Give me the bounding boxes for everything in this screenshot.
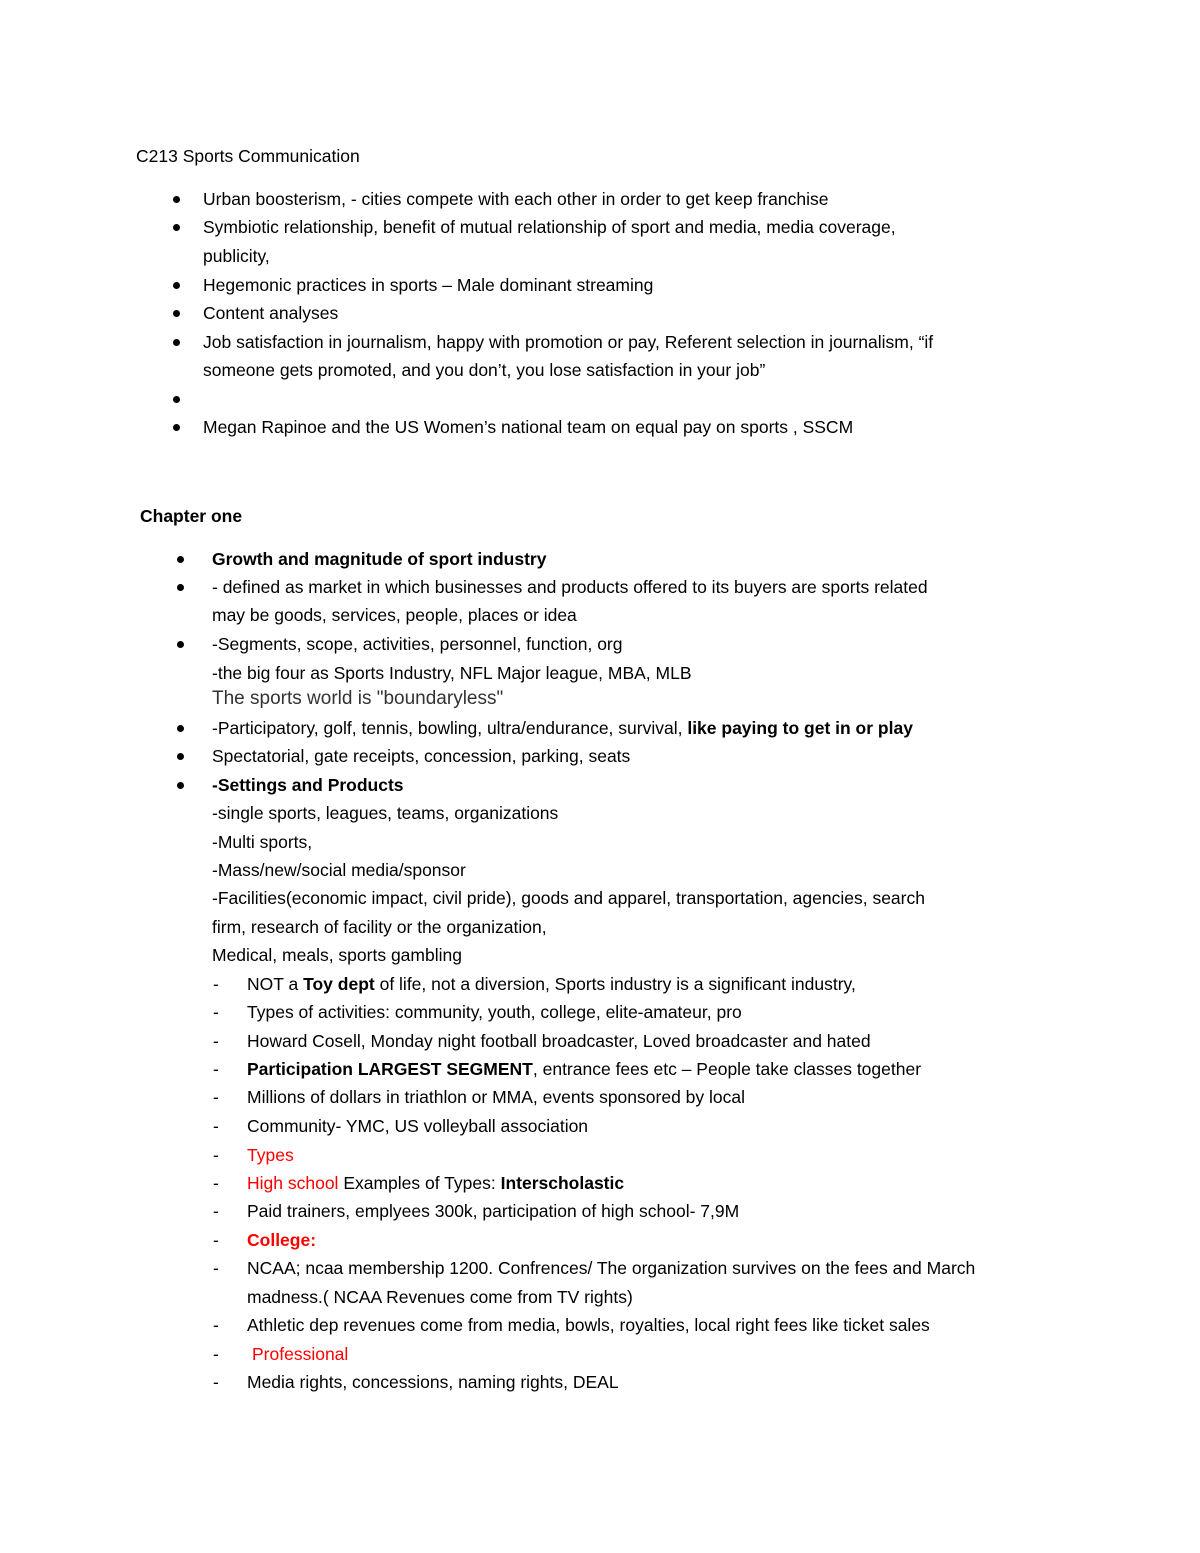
dash-marker: -: [213, 1059, 219, 1079]
high-school-label: High school: [247, 1173, 339, 1193]
dash-marker: -: [213, 1002, 219, 1022]
bullet-icon: [173, 310, 180, 317]
list-item: Megan Rapinoe and the US Women’s national team on equal pay on sports , SSCM: [203, 417, 854, 437]
bullet-icon: [177, 584, 184, 591]
list-item: NCAA; ncaa membership 1200. Confrences/ The organization survives on the fees and March: [247, 1258, 976, 1278]
list-item: Spectatorial, gate receipts, concession, parking, seats: [212, 746, 631, 766]
list-item: Urban boosterism, - cities compete with each other in order to get keep franchise: [203, 189, 829, 209]
list-item: - defined as market in which businesses and products offered to its buyers are sports related: [212, 577, 928, 597]
dash-marker: -: [213, 1173, 219, 1193]
bullet-icon: [173, 224, 180, 231]
high-school-text: Examples of Types:: [338, 1173, 501, 1193]
list-item: Media rights, concessions, naming rights, DEAL: [247, 1372, 619, 1392]
list-item: Content analyses: [203, 303, 339, 323]
list-item: [247, 1058, 921, 1080]
bullet-icon: [177, 556, 184, 563]
dash-marker: -: [213, 1258, 219, 1278]
participatory-emphasis: like paying to get in or play: [687, 718, 913, 738]
list-item-continuation: The sports world is "boundaryless": [212, 688, 504, 709]
dash-marker: -: [213, 1087, 219, 1107]
dash-marker: -: [213, 1315, 219, 1335]
dash-marker: -: [213, 1116, 219, 1136]
toy-emphasis: Toy dept: [303, 974, 375, 994]
list-item: [247, 973, 856, 995]
list-item: -Settings and Products: [212, 775, 404, 795]
list-item-continuation: may be goods, services, people, places or idea: [212, 605, 577, 625]
toy-text-2: of life, not a diversion, Sports industry is a significant industry,: [374, 974, 856, 994]
list-item: Millions of dollars in triathlon or MMA, events sponsored by local: [247, 1087, 745, 1107]
participatory-text: -Participatory, golf, tennis, bowling, ultra/endurance, survival,: [212, 718, 688, 738]
high-school-emphasis: Interscholastic: [500, 1173, 625, 1193]
list-item: Howard Cosell, Monday night football broadcaster, Loved broadcaster and hated: [247, 1031, 871, 1051]
chapter-heading: Chapter one: [140, 506, 243, 526]
toy-text-1: NOT a: [247, 974, 304, 994]
list-item: Growth and magnitude of sport industry: [212, 549, 547, 569]
bullet-icon: [173, 282, 180, 289]
list-item: -Segments, scope, activities, personnel, function, org: [212, 634, 623, 654]
list-item: Athletic dep revenues come from media, bowls, royalties, local right fees like ticket sales: [247, 1315, 930, 1335]
bullet-icon: [173, 196, 180, 203]
list-item: Job satisfaction in journalism, happy with promotion or pay, Referent selection in journalism, “if: [203, 332, 934, 352]
list-item-continuation: firm, research of facility or the organization,: [212, 917, 547, 937]
list-item: Hegemonic practices in sports – Male dominant streaming: [203, 275, 654, 295]
list-item-continuation: -Facilities(economic impact, civil pride), goods and apparel, transportation, agencies, search: [212, 888, 925, 908]
dash-marker: -: [213, 1372, 219, 1392]
dash-marker: -: [213, 1145, 219, 1165]
list-item: Community- YMC, US volleyball association: [247, 1116, 589, 1136]
list-item: Types of activities: community, youth, college, elite-amateur, pro: [247, 1002, 742, 1022]
list-item-continuation: -single sports, leagues, teams, organizations: [212, 803, 559, 823]
bullet-icon: [177, 753, 184, 760]
dash-marker: -: [213, 1201, 219, 1221]
participation-text: , entrance fees etc – People take classes together: [532, 1059, 922, 1079]
list-item-continuation: madness.( NCAA Revenues come from TV rights): [247, 1287, 633, 1307]
list-item-continuation: someone gets promoted, and you don’t, you lose satisfaction in your job”: [203, 360, 766, 380]
list-item: [247, 1172, 624, 1194]
list-item: Professional: [252, 1344, 349, 1364]
dash-marker: -: [213, 1344, 219, 1364]
dash-marker: -: [213, 1230, 219, 1250]
bullet-icon: [177, 782, 184, 789]
list-item: Types: [247, 1145, 294, 1165]
list-item: [212, 717, 913, 739]
list-item-continuation: publicity,: [203, 246, 270, 266]
bullet-icon: [173, 396, 180, 403]
list-item-continuation: Medical, meals, sports gambling: [212, 945, 462, 965]
list-item-continuation: -Mass/new/social media/sponsor: [212, 860, 466, 880]
list-item: College:: [247, 1230, 317, 1250]
participation-emphasis: Participation LARGEST SEGMENT: [247, 1059, 533, 1079]
list-item: Symbiotic relationship, benefit of mutual relationship of sport and media, media coverage,: [203, 217, 896, 237]
bullet-icon: [177, 641, 184, 648]
bullet-icon: [173, 424, 180, 431]
dash-marker: -: [213, 974, 219, 994]
dash-marker: -: [213, 1031, 219, 1051]
list-item: Paid trainers, emplyees 300k, participation of high school- 7,9M: [247, 1201, 740, 1221]
list-item-continuation: -Multi sports,: [212, 832, 313, 852]
bullet-icon: [173, 339, 180, 346]
document-title: C213 Sports Communication: [136, 146, 360, 166]
bullet-icon: [177, 725, 184, 732]
list-item-continuation: -the big four as Sports Industry, NFL Major league, MBA, MLB: [212, 663, 692, 683]
